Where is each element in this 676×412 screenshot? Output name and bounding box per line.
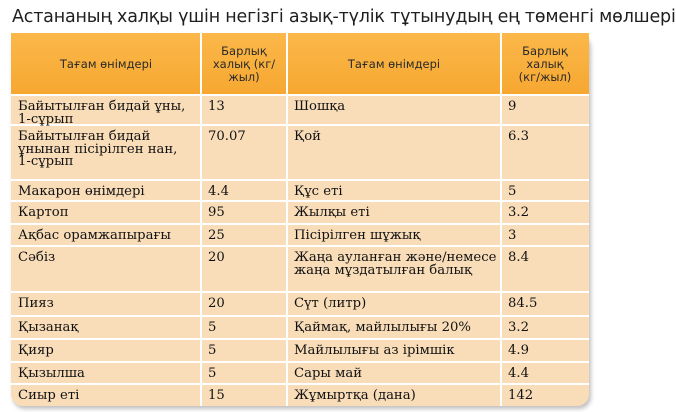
product-name: ұнынан пісірілген нан, — [18, 141, 178, 157]
product-name: 1-сұрып — [18, 111, 74, 127]
product-name: Сәбіз — [18, 250, 56, 265]
product-amount: 84.5 — [508, 296, 538, 311]
row-divider — [11, 315, 589, 317]
product-amount: 9 — [508, 99, 517, 114]
product-amount: 15 — [208, 388, 225, 403]
product-amount: 20 — [208, 296, 225, 311]
row-divider — [11, 200, 589, 202]
product-amount: 4.9 — [508, 343, 529, 358]
product-name: Қызанақ — [18, 320, 79, 335]
product-amount: 3.2 — [508, 205, 529, 220]
product-amount: 4.4 — [508, 366, 529, 381]
product-name: Қаймақ, майлылығы 20% — [294, 320, 471, 335]
food-table — [11, 33, 589, 406]
column-divider — [200, 33, 202, 406]
product-name: Жұмыртқа (дана) — [294, 388, 416, 403]
product-amount: 3 — [508, 228, 517, 243]
row-divider — [11, 383, 589, 385]
product-name: Сиыр еті — [18, 388, 80, 403]
row-divider — [11, 338, 589, 340]
column-header-1 — [11, 33, 201, 95]
product-name: 1-сұрып — [18, 154, 74, 169]
row-divider — [11, 124, 589, 126]
product-amount: 3.2 — [508, 320, 529, 335]
column-header-line: халық — [526, 56, 564, 71]
column-divider — [500, 33, 502, 406]
column-divider — [286, 33, 288, 406]
product-amount: 70.07 — [208, 129, 246, 144]
column-header-line: Барлық — [522, 43, 568, 58]
row-divider — [11, 223, 589, 225]
product-amount: 6.3 — [508, 129, 529, 144]
row-divider — [11, 291, 589, 293]
product-name: Картоп — [18, 205, 69, 220]
product-amount: 4.4 — [208, 184, 229, 199]
product-amount: 5 — [208, 343, 217, 358]
page-title: Астананың халқы үшін негізгі азық-түлік тұтынудың ең төменгі мөлшері — [12, 7, 676, 27]
column-header-line: Барлық — [221, 43, 267, 58]
product-name: Қияр — [18, 343, 54, 358]
product-amount: 95 — [208, 205, 225, 220]
product-name: Қой — [294, 129, 321, 144]
product-name: Пияз — [18, 296, 54, 311]
product-amount: 13 — [208, 99, 225, 114]
product-name: Байытылған бидай ұны, — [18, 99, 186, 114]
column-header-2 — [201, 33, 287, 95]
column-header-3 — [287, 33, 501, 95]
column-header-4 — [501, 33, 589, 95]
column-header-line: жыл) — [228, 69, 260, 84]
product-name: Майлылығы аз ірімшік — [294, 343, 455, 358]
product-name: жаңа мұздатылған балық — [294, 262, 472, 278]
column-header-line: халық (кг/ — [212, 56, 276, 71]
product-amount: 142 — [508, 388, 534, 403]
row-divider — [11, 361, 589, 363]
product-name: Жылқы еті — [294, 205, 370, 220]
product-name: Пісірілген шұжық — [294, 228, 421, 243]
product-name: Құс еті — [294, 184, 343, 199]
product-amount: 25 — [208, 228, 225, 243]
product-name: Жаңа ауланған және/немесе — [294, 250, 497, 265]
product-name: Қызылша — [18, 366, 85, 381]
product-name: Ақбас орамжапырағы — [18, 228, 171, 243]
column-header-line: (кг/жыл) — [518, 69, 572, 84]
product-name: Сүт (литр) — [294, 296, 367, 311]
product-name: Сары май — [294, 366, 362, 381]
product-amount: 20 — [208, 250, 225, 265]
product-amount: 5 — [208, 320, 217, 335]
product-name: Шошқа — [294, 99, 346, 114]
column-header-line: Тағам өнімдері — [59, 56, 153, 71]
product-name: Байытылған бидай — [18, 129, 151, 144]
product-name: Макарон өнімдері — [18, 184, 145, 199]
product-amount: 5 — [508, 184, 517, 199]
row-divider — [11, 179, 589, 181]
column-header-line: Тағам өнімдері — [347, 56, 441, 71]
row-divider — [11, 245, 589, 247]
row-divider — [11, 94, 589, 96]
product-amount: 8.4 — [508, 250, 529, 265]
product-amount: 5 — [208, 366, 217, 381]
